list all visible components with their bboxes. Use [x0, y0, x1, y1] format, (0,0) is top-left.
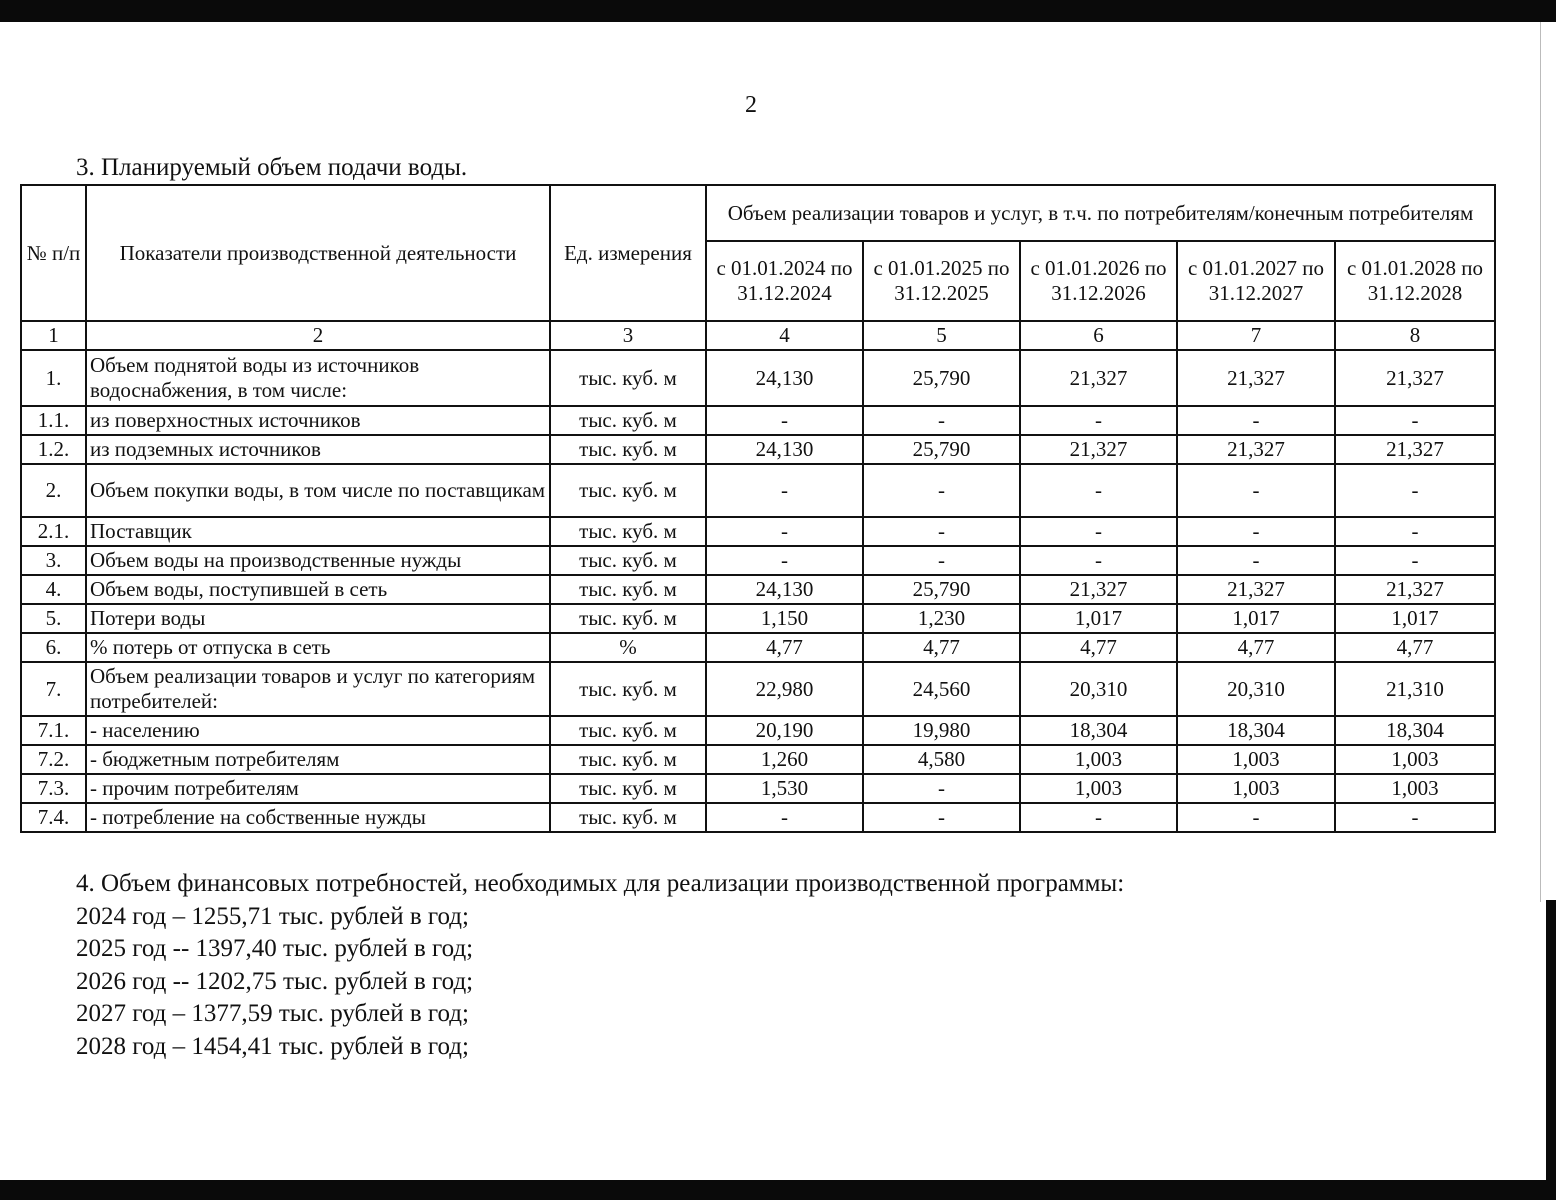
page-number: 2: [745, 92, 757, 118]
header-indicator: Показатели производственной деятельности: [86, 185, 550, 321]
row-value: -: [706, 406, 863, 435]
row-value: -: [1177, 406, 1335, 435]
row-indicator: из подземных источников: [86, 435, 550, 464]
row-value: -: [1177, 546, 1335, 575]
row-number: 7.: [21, 662, 86, 716]
table-row: [21, 517, 1495, 546]
row-value: 20,310: [1177, 662, 1335, 716]
row-value: 21,327: [1020, 575, 1177, 604]
table-row: [21, 633, 1495, 662]
row-value: 21,327: [1335, 435, 1495, 464]
row-value: 25,790: [863, 350, 1020, 406]
row-value: -: [706, 546, 863, 575]
row-number: 1.1.: [21, 406, 86, 435]
row-indicator: - прочим потребителям: [86, 774, 550, 803]
scan-border-right: [1546, 900, 1556, 1180]
row-value: 21,310: [1335, 662, 1495, 716]
financial-line: 2024 год – 1255,71 тыс. рублей в год;: [76, 902, 469, 930]
row-value: 1,003: [1177, 745, 1335, 774]
row-unit: тыс. куб. м: [550, 716, 706, 745]
row-unit: тыс. куб. м: [550, 546, 706, 575]
row-unit: тыс. куб. м: [550, 517, 706, 546]
column-number: 5: [863, 321, 1020, 350]
water-supply-table: [20, 184, 1496, 833]
row-value: 24,130: [706, 350, 863, 406]
row-value: 4,580: [863, 745, 1020, 774]
scan-border-top: [0, 0, 1556, 22]
row-value: 21,327: [1020, 350, 1177, 406]
scan-edge-line: [1540, 22, 1541, 902]
row-value: -: [706, 803, 863, 832]
row-value: 21,327: [1177, 575, 1335, 604]
table-row: [21, 662, 1495, 716]
row-value: 1,003: [1335, 774, 1495, 803]
row-number: 7.2.: [21, 745, 86, 774]
row-number: 6.: [21, 633, 86, 662]
scan-border-bottom: [0, 1180, 1556, 1200]
row-unit: тыс. куб. м: [550, 745, 706, 774]
row-indicator: Объем реализации товаров и услуг по категориям потребителей:: [86, 662, 550, 716]
row-value: -: [863, 774, 1020, 803]
row-indicator: Объем покупки воды, в том числе по поставщикам: [86, 464, 550, 517]
row-number: 3.: [21, 546, 86, 575]
row-value: -: [1335, 546, 1495, 575]
row-value: -: [1335, 517, 1495, 546]
row-value: -: [863, 546, 1020, 575]
row-value: -: [1335, 803, 1495, 832]
row-value: 21,327: [1335, 350, 1495, 406]
row-value: 20,310: [1020, 662, 1177, 716]
column-number: 2: [86, 321, 550, 350]
financial-needs: [76, 868, 1124, 1063]
row-value: 4,77: [706, 633, 863, 662]
row-value: 4,77: [1020, 633, 1177, 662]
row-value: -: [863, 517, 1020, 546]
row-unit: тыс. куб. м: [550, 662, 706, 716]
table-row: [21, 774, 1495, 803]
row-value: 1,003: [1020, 774, 1177, 803]
row-value: -: [706, 517, 863, 546]
column-number: 4: [706, 321, 863, 350]
row-value: 25,790: [863, 435, 1020, 464]
row-value: -: [1177, 517, 1335, 546]
row-value: 1,017: [1020, 604, 1177, 633]
row-value: 4,77: [1335, 633, 1495, 662]
row-value: -: [1020, 464, 1177, 517]
row-value: 24,130: [706, 575, 863, 604]
row-value: 1,260: [706, 745, 863, 774]
row-value: 21,327: [1335, 575, 1495, 604]
table-row: [21, 716, 1495, 745]
row-unit: тыс. куб. м: [550, 575, 706, 604]
row-number: 4.: [21, 575, 86, 604]
row-value: -: [1177, 464, 1335, 517]
financial-line: 2028 год – 1454,41 тыс. рублей в год;: [76, 1032, 469, 1060]
financial-line: 2027 год – 1377,59 тыс. рублей в год;: [76, 1000, 469, 1027]
row-unit: тыс. куб. м: [550, 435, 706, 464]
row-value: -: [1020, 803, 1177, 832]
table-row: [21, 406, 1495, 435]
row-value: 19,980: [863, 716, 1020, 745]
table-row: [21, 803, 1495, 832]
row-number: 1.2.: [21, 435, 86, 464]
row-value: 24,130: [706, 435, 863, 464]
column-number: 7: [1177, 321, 1335, 350]
row-unit: тыс. куб. м: [550, 803, 706, 832]
row-value: 1,230: [863, 604, 1020, 633]
row-value: 18,304: [1335, 716, 1495, 745]
table-row: [21, 435, 1495, 464]
row-indicator: - населению: [86, 716, 550, 745]
row-value: 21,327: [1177, 435, 1335, 464]
row-value: -: [863, 406, 1020, 435]
row-indicator: % потерь от отпуска в сеть: [86, 633, 550, 662]
row-value: 25,790: [863, 575, 1020, 604]
table-row: [21, 745, 1495, 774]
header-period-2025: с 01.01.2025 по 31.12.2025: [863, 241, 1020, 321]
row-value: 1,017: [1177, 604, 1335, 633]
row-number: 7.4.: [21, 803, 86, 832]
row-indicator: - бюджетным потребителям: [86, 745, 550, 774]
row-value: 1,003: [1335, 745, 1495, 774]
header-period-2024: с 01.01.2024 по 31.12.2024: [706, 241, 863, 321]
row-value: -: [1020, 546, 1177, 575]
column-number: 3: [550, 321, 706, 350]
row-value: -: [1020, 517, 1177, 546]
row-indicator: Объем воды, поступившей в сеть: [86, 575, 550, 604]
row-number: 2.: [21, 464, 86, 517]
row-indicator: Объем воды на производственные нужды: [86, 546, 550, 575]
row-value: -: [1335, 406, 1495, 435]
financial-title: 4. Объем финансовых потребностей, необходимых для реализации производственной программы:: [76, 870, 1125, 897]
financial-line: 2026 год -- 1202,75 тыс. рублей в год;: [76, 967, 474, 995]
column-number: 6: [1020, 321, 1177, 350]
row-value: 18,304: [1177, 716, 1335, 745]
header-num: № п/п: [21, 185, 86, 321]
header-period-2026: с 01.01.2026 по 31.12.2026: [1020, 241, 1177, 321]
row-value: 21,327: [1177, 350, 1335, 406]
row-value: -: [1335, 464, 1495, 517]
row-number: 1.: [21, 350, 86, 406]
row-indicator: Объем поднятой воды из источников водоснабжения, в том числе:: [86, 350, 550, 406]
row-value: 1,003: [1177, 774, 1335, 803]
row-number: 7.1.: [21, 716, 86, 745]
row-value: 4,77: [863, 633, 1020, 662]
header-unit: Ед. измерения: [550, 185, 706, 321]
header-period-2027: с 01.01.2027 по 31.12.2027: [1177, 241, 1335, 321]
column-number-row: [21, 321, 1495, 350]
column-number: 8: [1335, 321, 1495, 350]
row-value: -: [863, 464, 1020, 517]
column-number: 1: [21, 321, 86, 350]
row-unit: тыс. куб. м: [550, 774, 706, 803]
row-value: 18,304: [1020, 716, 1177, 745]
table-row: [21, 546, 1495, 575]
header-period-2028: с 01.01.2028 по 31.12.2028: [1335, 241, 1495, 321]
row-value: -: [706, 464, 863, 517]
row-value: 21,327: [1020, 435, 1177, 464]
row-unit: тыс. куб. м: [550, 464, 706, 517]
table-row: [21, 575, 1495, 604]
row-indicator: Поставщик: [86, 517, 550, 546]
row-unit: тыс. куб. м: [550, 406, 706, 435]
row-value: -: [1020, 406, 1177, 435]
row-value: 1,150: [706, 604, 863, 633]
row-value: -: [1177, 803, 1335, 832]
table-row: [21, 604, 1495, 633]
row-value: 4,77: [1177, 633, 1335, 662]
row-unit: тыс. куб. м: [550, 604, 706, 633]
row-unit: %: [550, 633, 706, 662]
header-group: Объем реализации товаров и услуг, в т.ч. по потребителям/конечным потребителям: [706, 185, 1495, 241]
row-value: -: [863, 803, 1020, 832]
row-value: 1,003: [1020, 745, 1177, 774]
row-value: 1,530: [706, 774, 863, 803]
row-value: 1,017: [1335, 604, 1495, 633]
row-indicator: - потребление на собственные нужды: [86, 803, 550, 832]
row-unit: тыс. куб. м: [550, 350, 706, 406]
table-row: [21, 464, 1495, 517]
section-title: 3. Планируемый объем подачи воды.: [76, 154, 468, 181]
row-number: 5.: [21, 604, 86, 633]
row-number: 2.1.: [21, 517, 86, 546]
row-number: 7.3.: [21, 774, 86, 803]
table-row: [21, 350, 1495, 406]
financial-line: 2025 год -- 1397,40 тыс. рублей в год;: [76, 935, 474, 962]
row-value: 22,980: [706, 662, 863, 716]
row-value: 24,560: [863, 662, 1020, 716]
row-indicator: из поверхностных источников: [86, 406, 550, 435]
row-value: 20,190: [706, 716, 863, 745]
row-indicator: Потери воды: [86, 604, 550, 633]
